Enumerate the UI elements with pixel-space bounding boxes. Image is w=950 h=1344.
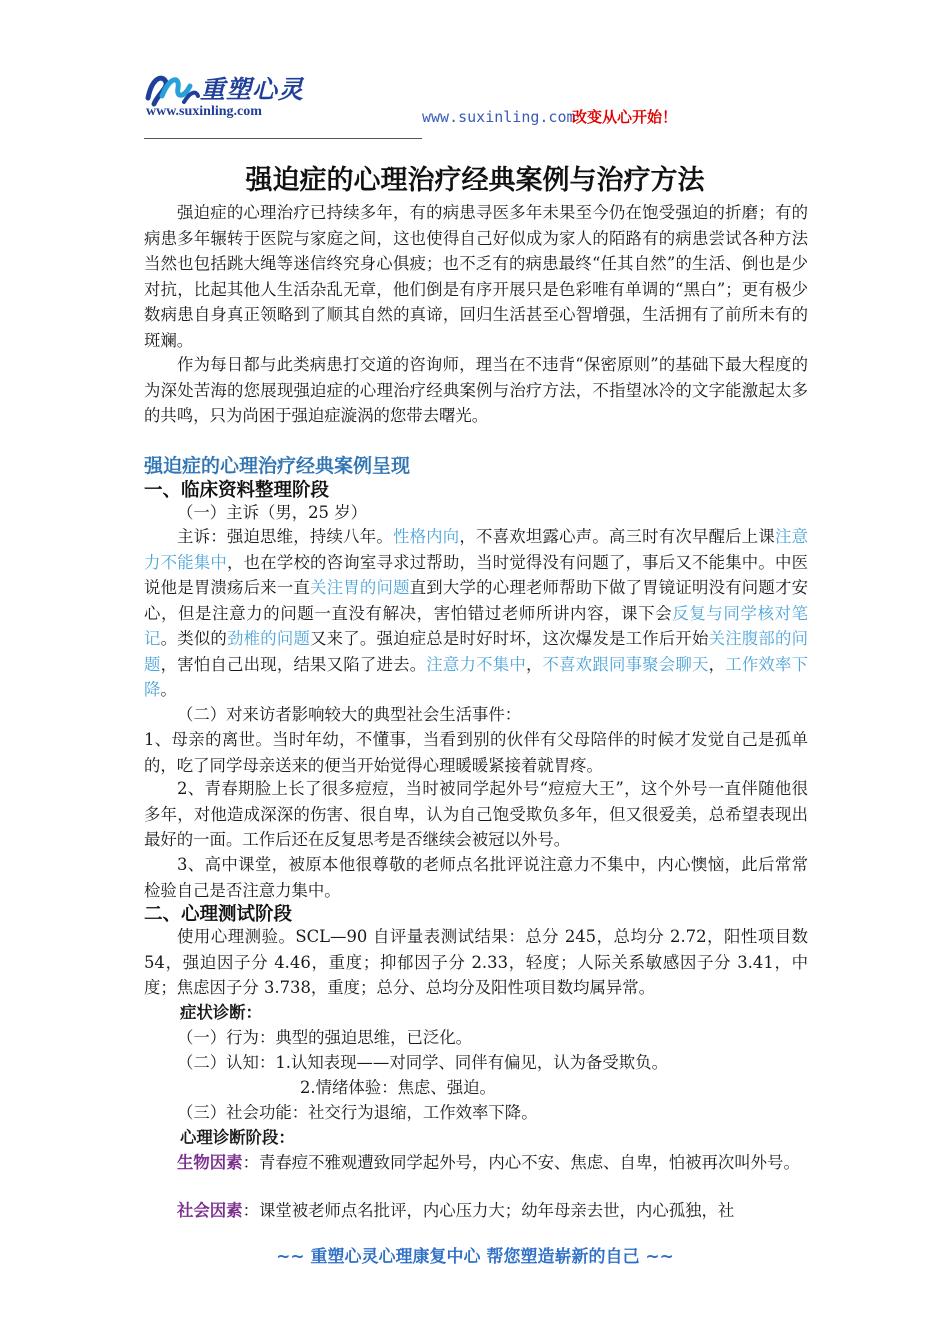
complaint-highlight-7: 注意力不集中 — [426, 654, 526, 674]
complaint-highlight-9: 工作效率下降 — [144, 654, 809, 699]
biological-factor-text: ：青春痘不雅观遭致同学起外号，内心不安、焦虑、自卑，怕被再次叫外号。 — [242, 1153, 800, 1172]
complaint-highlight-3: 关注胃的问题 — [310, 578, 410, 597]
logo-url: www.suxinling.com — [146, 104, 262, 119]
header-site-url[interactable]: www.suxinling.com — [422, 108, 576, 126]
logo-name: 重塑心灵 — [200, 75, 305, 104]
complaint-text-8: ， — [525, 654, 543, 674]
biological-factor-label: 生物因素 — [177, 1153, 243, 1172]
complaint-highlight-2: 注意力不能集中 — [144, 527, 809, 572]
complaint-text-4: 直到大学的心理老师帮助下做了胃镜证明没有问题才安心，但是注意力的问题一直没有解决，害怕错过老师所讲内容，课下会 — [144, 578, 809, 623]
stage1-sub2: （二）对来访者影响较大的典型社会生活事件： — [177, 705, 522, 724]
complaint-highlight-1: 性格内向 — [392, 527, 460, 546]
social-factor-text: ：课堂被老师点名批评，内心压力大；幼年母亲去世，内心孤独，社 — [242, 1201, 735, 1220]
complaint-highlight-6: 关注腹部的问题 — [144, 629, 809, 674]
diagnosis-label: 心理诊断阶段： — [180, 1128, 295, 1147]
event-1: 1、母亲的离世。当时年幼，不懂事，当看到别的伙伴有父母陪伴的时候才发觉自己是孤单的，吃了同学母亲送来的便当开始觉得心理暖暖紧接着就胃疼。 — [144, 730, 808, 775]
footer-slogan: ~~ 重塑心灵心理康复中心 帮您塑造崭新的自己 ~~ — [276, 1247, 674, 1267]
symptom-cognition: （二）认知：1.认知表现——对同学、同伴有偏见，认为备受欺负。 — [177, 1053, 668, 1072]
symptom-label: 症状诊断： — [180, 1003, 262, 1022]
complaint-text-2: ，不喜欢坦露心声。高三时有次早醒后上课 — [459, 527, 776, 546]
header-divider — [144, 138, 422, 139]
symptom-behavior: （一）行为：典型的强迫思维，已泛化。 — [177, 1028, 473, 1047]
complaint-text-10: 。 — [160, 680, 177, 699]
complaint-text-7: ，害怕自己出现，结果又陷了进去。 — [160, 654, 427, 674]
event-3: 3、高中课堂，被原本他很尊敬的老师点名批评说注意力不集中，内心懊恼，此后常常检验自己是否注意力集中。 — [144, 855, 808, 900]
complaint-highlight-4: 反复与同学核对笔记 — [144, 603, 808, 648]
section-heading: 强迫症的心理治疗经典案例呈现 — [144, 455, 411, 477]
stage1-heading: 一、临床资料整理阶段 — [144, 480, 330, 501]
complaint-text-9: ， — [708, 654, 726, 674]
complaint-text-6: 又来了。强迫症总是时好时坏，这次爆发是工作后开始 — [310, 629, 709, 648]
intro-paragraph-1: 强迫症的心理治疗已持续多年，有的病患寻医多年未果至今仍在饱受强迫的折磨；有的病患多年辗转于医院与家庭之间，这也使得自己好似成为家人的陌路有的病患尝试各种方法当然也包括跳大绳等迷信终究身心俱疲；也不乏有的病患最终“任其自然”的生活、倒也是少对抗，比起其他人生活杂乱无章，他们倒是有序开展只是色彩唯有单调的“黑白”；更有极少数病患自身真正领略到了顺其自然的真谛，回归生活甚至心智增强，生活拥有了前所未有的斑斓。 — [144, 203, 808, 350]
event-2: 2、青春期脸上长了很多痘痘，当时被同学起外号“痘痘大王”，这个外号一直伴随他很多年，对他造成深深的伤害、很自卑，认为自己饱受欺负多年，但又很爱美，总希望表现出最好的一面。工作后还在反复思考是否继续会被冠以外号。 — [144, 779, 808, 849]
stage1-sub1: （一）主诉（男，25 岁） — [177, 503, 367, 522]
social-factor-label: 社会因素 — [177, 1201, 243, 1220]
complaint-highlight-8: 不喜欢跟同事聚会聊天 — [542, 654, 709, 674]
intro-paragraph-2: 作为每日都与此类病患打交道的咨询师，理当在不违背“保密原则”的基础下最大程度的为深处苦海的您展现强迫症的心理治疗经典案例与治疗方法，不指望冰冷的文字能激起太多的共鸣，只为尚困于强迫症漩涡的您带去曙光。 — [144, 355, 808, 425]
test-results-paragraph: 使用心理测验。SCL—90 自评量表测试结果：总分 245，总均分 2.72，阳性项目数 54，强迫因子分 4.46，重度；抑郁因子分 2.33，轻度；人际关系敏感因子分 3.41，中度；焦虑因子分 3.738，重度；总分、总均分及阳性项目数均属异常。 — [144, 927, 808, 997]
complaint-text-3: ，也在学校的咨询室寻求过帮助，当时觉得没有问题了，事后又不能集中。中医说他是胃溃疡后来一直 — [144, 552, 809, 597]
complaint-highlight-5: 劲椎的问题 — [227, 629, 311, 648]
symptom-social-function: （三）社会功能：社交行为退缩，工作效率下降。 — [177, 1103, 538, 1122]
social-factor-paragraph — [144, 1198, 808, 1224]
symptom-emotion: 2.情绪体验：焦虑、强迫。 — [300, 1078, 496, 1097]
brand-logo[interactable] — [144, 64, 364, 124]
biological-factor-paragraph — [144, 1150, 808, 1176]
header-slogan: 改变从心开始！ — [572, 108, 678, 126]
complaint-text-1: 主诉：强迫思维，持续八年。 — [177, 527, 393, 546]
document-title: 强迫症的心理治疗经典案例与治疗方法 — [245, 165, 705, 196]
complaint-paragraph — [144, 524, 808, 703]
stage2-heading: 二、心理测试阶段 — [144, 904, 293, 925]
complaint-text-5: 。类似的 — [160, 629, 228, 648]
